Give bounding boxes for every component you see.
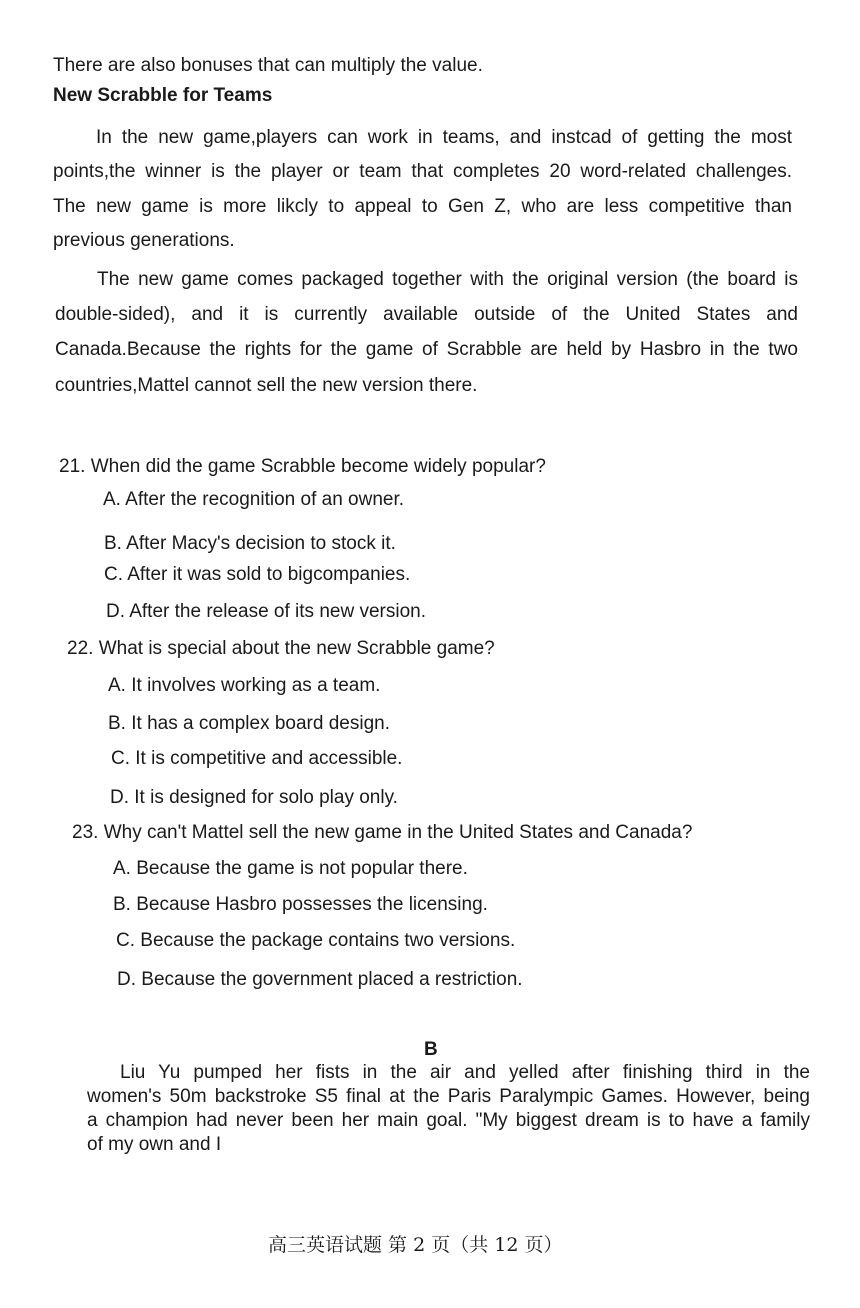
question-22-option-d: D. It is designed for solo play only. (110, 787, 398, 808)
question-23-option-d: D. Because the government placed a restriction. (117, 969, 523, 990)
passage-b-line-1: Liu Yu pumped her fists in the air and yelled after finishing third in the (120, 1062, 810, 1083)
question-21-option-d: D. After the release of its new version. (106, 601, 426, 622)
bonus-line: There are also bonuses that can multiply the value. (53, 55, 483, 76)
question-22-option-c: C. It is competitive and accessible. (111, 748, 403, 769)
question-23-option-c: C. Because the package contains two versions. (116, 930, 516, 951)
para1-line-3: The new game is more likcly to appeal to Gen Z, who are less competitive than (53, 196, 792, 217)
para1-line-2: points,the winner is the player or team that completes 20 word-related challenges. (53, 161, 792, 182)
question-21-option-b: B. After Macy's decision to stock it. (104, 533, 396, 554)
passage-b-line-4: of my own and I (87, 1134, 222, 1155)
question-23-stem: 23. Why can't Mattel sell the new game in the United States and Canada? (72, 822, 693, 843)
question-22-option-a: A. It involves working as a team. (108, 675, 381, 696)
passage-b-line-3: a champion had never been her main goal. "My biggest dream is to have a family (87, 1110, 810, 1131)
para2-line-2: double-sided), and it is currently available outside of the United States and (55, 304, 798, 325)
question-22-option-b: B. It has a complex board design. (108, 713, 390, 734)
question-23-option-a: A. Because the game is not popular there. (113, 858, 468, 879)
para2-line-4: countries,Mattel cannot sell the new version there. (55, 375, 478, 396)
page-footer: 高三英语试题 第 2 页（共 12 页） (268, 1234, 563, 1256)
section-heading: New Scrabble for Teams (53, 85, 273, 106)
para1-line-1: In the new game,players can work in teams, and instcad of getting the most (96, 127, 792, 148)
question-22-stem: 22. What is special about the new Scrabble game? (67, 638, 495, 659)
question-21-option-c: C. After it was sold to bigcompanies. (104, 564, 411, 585)
passage-b-line-2: women's 50m backstroke S5 final at the Paris Paralympic Games. However, being (87, 1086, 810, 1107)
passage-b-label: B (424, 1039, 438, 1060)
para2-line-3: Canada.Because the rights for the game of Scrabble are held by Hasbro in the two (55, 339, 798, 360)
question-21-stem: 21. When did the game Scrabble become widely popular? (59, 456, 546, 477)
question-21-option-a: A. After the recognition of an owner. (103, 489, 405, 510)
question-23-option-b: B. Because Hasbro possesses the licensing. (113, 894, 488, 915)
para1-line-4: previous generations. (53, 230, 235, 251)
para2-line-1: The new game comes packaged together with the original version (the board is (97, 269, 798, 290)
